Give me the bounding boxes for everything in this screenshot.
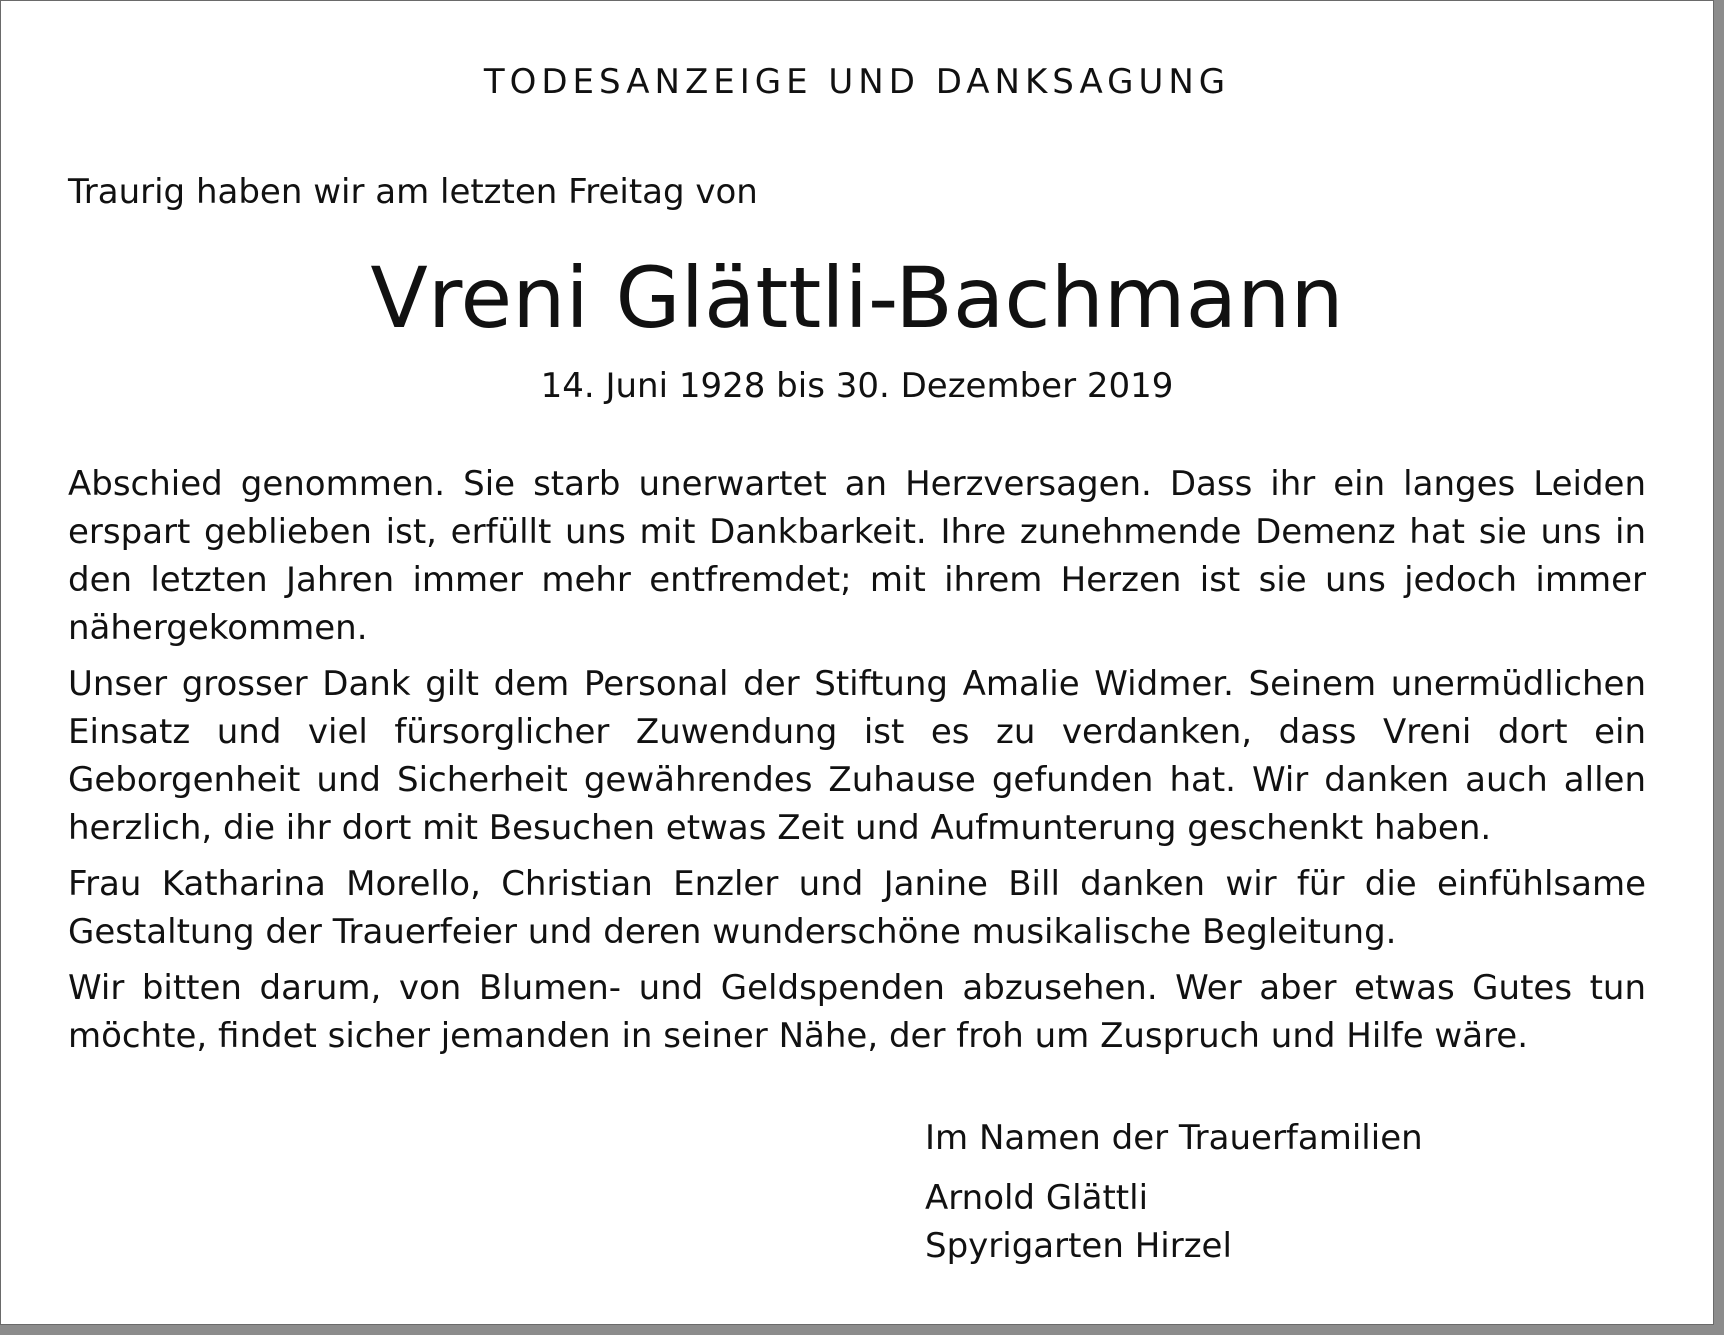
paragraph-thanks-ceremony: Frau Katharina Morello, Christian Enzler und Janine Bill danken wir für die einfühlsame Gestaltung der Trauerfeier und deren wunderschöne musikalische Begleitung. (68, 864, 1646, 952)
notice-heading: TODESANZEIGE UND DANKSAGUNG (483, 62, 1231, 102)
notice-body (68, 460, 1646, 1068)
intro-text: Traurig haben wir am letzten Freitag von (68, 172, 758, 212)
signature-name: Arnold Glättli (925, 1178, 1149, 1218)
paragraph-farewell: Abschied genommen. Sie starb unerwartet an Herzversagen. Dass ihr ein langes Leiden erspart geblieben ist, erfüllt uns mit Dankbarkeit. Ihre zunehmende Demenz hat sie uns in den letzten Jahren immer mehr entfremdet; mit ihrem Herzen ist sie uns jedoch immer nähergekommen. (68, 464, 1646, 648)
paragraph-donations: Wir bitten darum, von Blumen- und Geldspenden abzusehen. Wer aber etwas Gutes tun möchte, findet sicher jemanden in seiner Nähe, der froh um Zuspruch und Hilfe wäre. (68, 968, 1646, 1056)
paragraph-thanks-staff: Unser grosser Dank gilt dem Personal der Stiftung Amalie Widmer. Seinem unermüdlichen Einsatz und viel fürsorglicher Zuwendung ist es zu verdanken, dass Vreni dort ein Geborgenheit und Sicherheit gewährendes Zuhause gefunden hat. Wir danken auch allen herzlich, die ihr dort mit Besuchen etwas Zeit und Aufmunterung geschenkt haben. (68, 664, 1646, 848)
life-dates: 14. Juni 1928 bis 30. Dezember 2019 (540, 366, 1174, 406)
signature-block (925, 1114, 1423, 1270)
deceased-name: Vreni Glättli-Bachmann (370, 249, 1344, 347)
signature-on-behalf: Im Namen der Trauerfamilien (925, 1118, 1423, 1158)
signature-address: Spyrigarten Hirzel (925, 1226, 1232, 1266)
